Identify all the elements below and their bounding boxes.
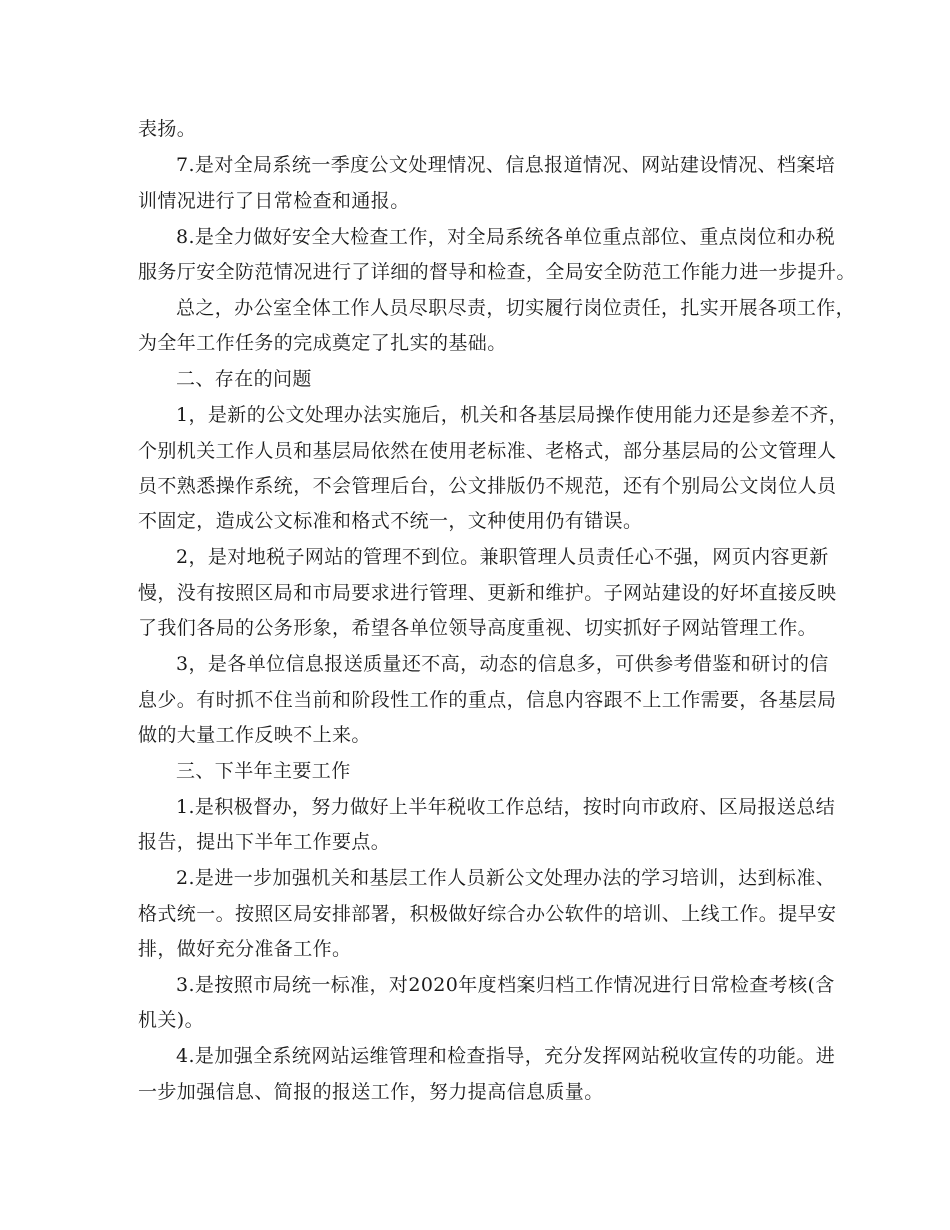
section-heading-problems: 二、存在的问题	[176, 368, 312, 390]
body-line-7: 为全年工作任务的完成奠定了扎实的基础。	[138, 332, 507, 354]
body-line-12: 不固定，造成公文标准和格式不统一，文种使用仍有错误。	[138, 510, 643, 532]
body-line-16: 3，是各单位信息报送质量还不高，动态的信息多，可供参考借鉴和研讨的信	[176, 653, 829, 675]
body-line-3: 训情况进行了日常检查和通报。	[138, 190, 410, 212]
body-line-23: 格式统一。按照区局安排部署，积极做好综合办公软件的培训、上线工作。提早安	[138, 903, 837, 925]
body-line-11: 员不熟悉操作系统，不会管理后台，公文排版仍不规范，还有个别局公文岗位人员	[138, 475, 837, 497]
body-line-18: 做的大量工作反映不上来。	[138, 724, 371, 746]
section-heading-second-half: 三、下半年主要工作	[176, 760, 351, 782]
body-line-20: 1.是积极督办，努力做好上半年税收工作总结，按时向市政府、区局报送总结	[176, 796, 836, 818]
body-line-24: 排，做好充分准备工作。	[138, 938, 352, 960]
body-line-5: 服务厅安全防范情况进行了详细的督导和检查，全局安全防范工作能力进一步提升。	[138, 261, 856, 283]
body-line-9: 1，是新的公文处理办法实施后，机关和各基层局操作使用能力还是参差不齐，	[176, 404, 849, 426]
body-line-14: 慢，没有按照区局和市局要求进行管理、更新和维护。子网站建设的好坏直接反映	[138, 582, 837, 604]
body-line-15: 了我们各局的公务形象，希望各单位领导高度重视、切实抓好子网站管理工作。	[138, 617, 818, 639]
body-line-26: 机关)。	[138, 1009, 205, 1031]
body-line-21: 报告，提出下半年工作要点。	[138, 831, 391, 853]
body-line-28: 一步加强信息、简报的报送工作，努力提高信息质量。	[138, 1081, 604, 1103]
body-line-1: 表扬。	[138, 118, 197, 140]
body-line-2: 7.是对全局系统一季度公文处理情况、信息报道情况、网站建设情况、档案培	[176, 154, 836, 176]
body-line-17: 息少。有时抓不住当前和阶段性工作的重点，信息内容跟不上工作需要，各基层局	[138, 689, 837, 711]
body-line-22: 2.是进一步加强机关和基层工作人员新公文处理办法的学习培训，达到标准、	[176, 867, 836, 889]
body-line-27: 4.是加强全系统网站运维管理和检查指导，充分发挥网站税收宣传的功能。进	[176, 1045, 836, 1067]
body-line-10: 个别机关工作人员和基层局依然在使用老标准、老格式，部分基层局的公文管理人	[138, 440, 837, 462]
body-line-4: 8.是全力做好安全大检查工作，对全局系统各单位重点部位、重点岗位和办税	[176, 226, 836, 248]
body-line-6: 总之，办公室全体工作人员尽职尽责，切实履行岗位责任，扎实开展各项工作，	[176, 297, 856, 319]
body-line-25: 3.是按照市局统一标准，对2020年度档案归档工作情况进行日常检查考核(含	[176, 974, 835, 996]
body-line-13: 2，是对地税子网站的管理不到位。兼职管理人员责任心不强，网页内容更新	[176, 546, 829, 568]
